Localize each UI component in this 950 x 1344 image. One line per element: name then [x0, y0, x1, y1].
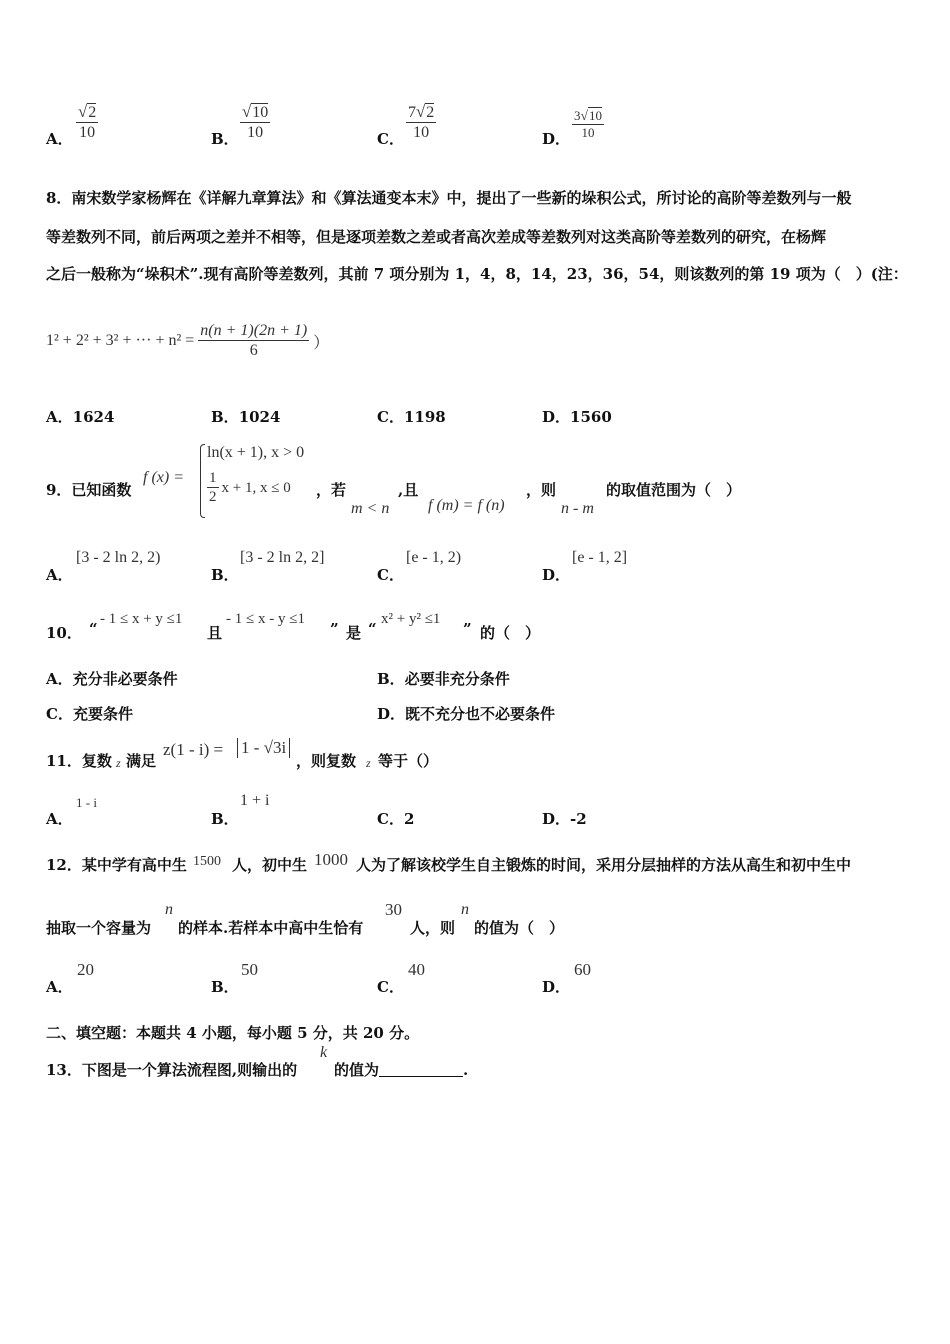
q9-opt-d-value: [e - 1, 2]: [572, 549, 628, 566]
q12-opt-b-value: 50: [241, 960, 258, 979]
q10-de: 的（ ）: [480, 624, 541, 642]
quote-close: ”: [330, 620, 339, 638]
section-heading: 二、填空题：本题共 4 小题，每小题 5 分，共 20 分。: [46, 1024, 420, 1042]
q8-opt-c: C．1198: [377, 408, 446, 426]
q7-opt-d-value: $\frac{3√10}{10}$: [574, 108, 602, 140]
q9-expr: n - m: [561, 500, 594, 517]
q12-opt-d-label: D．: [542, 978, 571, 996]
q7-opt-b: B．: [211, 130, 239, 148]
q8-opt-a: A．1624: [46, 408, 115, 426]
quote-close-2: ”: [463, 620, 472, 638]
q7-opt-c-value: $\frac{7√2}{10}$: [408, 102, 435, 142]
formula-left: 1² + 2² + 3² + ··· + n² =: [46, 332, 195, 350]
q7-opt-b-value: $\frac{√10}{10}$: [242, 102, 269, 142]
q10-opt-d: D．既不充分也不必要条件: [377, 705, 556, 723]
q8-formula: 1² + 2² + 3² + ··· + n² = $\frac{n(n + 1)(2n + 1)}{6}$ ）: [46, 322, 330, 360]
q11-suffix-1: ，则复数: [296, 752, 357, 770]
quote-open: “: [89, 620, 98, 638]
answer-blank[interactable]: [379, 1062, 463, 1077]
q12-p5: 的样本.若样本中高中生恰有: [178, 919, 364, 937]
q13-k: k: [320, 1044, 328, 1061]
q11-mid: 满足: [126, 752, 157, 770]
q9-opt-b-value: [3 - 2 ln 2, 2]: [240, 549, 325, 566]
q9-suffix: 的取值范围为（ ）: [606, 481, 742, 499]
q13-suffix: 的值为 .: [334, 1061, 469, 1079]
q9-qie: ,且: [398, 481, 419, 499]
q9-case-2: $\frac{1}{2}$ x + 1, x ≤ 0: [209, 470, 291, 506]
q9-opt-b-label: B．: [211, 566, 239, 584]
q12-opt-a-value: 20: [77, 960, 94, 979]
q11-opt-d: D．-2: [542, 810, 587, 828]
q12-p6: 人，则: [410, 919, 456, 937]
q10-opt-b: B．必要非充分条件: [377, 670, 510, 688]
q11-opt-c: C．2: [377, 810, 415, 828]
q12-p4: 抽取一个容量为: [46, 919, 152, 937]
q12-n-2: n: [461, 901, 469, 918]
q9-opt-a-value: [3 - 2 ln 2, 2): [76, 549, 161, 566]
q11-opt-b-value: 1 + i: [240, 792, 270, 809]
q11-z-2: z: [366, 756, 371, 770]
q9-ruo: ，若: [316, 481, 347, 499]
formula-fraction: $\frac{n(n + 1)(2n + 1)}{6}$: [200, 322, 308, 360]
option-label: A．: [46, 130, 73, 148]
q8-line-2: 等差数列不同，前后两项之差并不相等，但是逐项差数之差或者高次差成等差数列对这类高阶等差数列的研究，在杨辉: [46, 228, 827, 246]
q8-line-3: 之后一般称为“垛积术”.现有高阶等差数列，其前 7 项分别为 1，4，8，14，23，36，54，则该数列的第 19 项为（ ）(注：: [46, 265, 908, 283]
q13-prefix: 13．下图是一个算法流程图,则输出的: [46, 1061, 298, 1079]
q10-qie: 且: [207, 624, 223, 642]
q12-p1: 12．某中学有高中生: [46, 856, 187, 874]
q9-prefix: 9．已知函数: [46, 481, 132, 499]
q10-opt-c: C．充要条件: [46, 705, 133, 723]
q8-opt-d: D．1560: [542, 408, 612, 426]
q10-expr-3: x² + y² ≤1: [381, 611, 441, 627]
q12-opt-c-label: C．: [377, 978, 404, 996]
q7-opt-d: D．: [542, 130, 571, 148]
q10-num: 10．: [46, 624, 82, 642]
q10-opt-a: A．充分非必要条件: [46, 670, 178, 688]
q12-v1: 1500: [193, 854, 221, 869]
q11-lhs: z(1 - i) =: [163, 740, 224, 759]
q12-p2: 人，初中生: [232, 856, 308, 874]
q11-z: z: [116, 756, 121, 770]
q10-expr-1: - 1 ≤ x + y ≤1: [100, 611, 183, 627]
q11-suffix-2: 等于（）: [378, 752, 439, 770]
q9-cond-1: m < n: [351, 500, 390, 517]
q9-opt-c-value: [e - 1, 2): [406, 549, 462, 566]
q10-expr-2: - 1 ≤ x - y ≤1: [226, 611, 305, 627]
q12-opt-b-label: B．: [211, 978, 239, 996]
q11-opt-a-label: A．: [46, 810, 73, 828]
q9-opt-d-label: D．: [542, 566, 571, 584]
q8-opt-b: B．1024: [211, 408, 281, 426]
q9-opt-c-label: C．: [377, 566, 404, 584]
q9-opt-a-label: A．: [46, 566, 73, 584]
q12-v2: 1000: [314, 850, 348, 869]
q11-prefix: 11．复数: [46, 752, 112, 770]
q10-shi: 是: [346, 624, 362, 642]
q11-rhs: 1 - √3i: [237, 738, 290, 758]
quote-open-2: “: [368, 620, 377, 638]
q9-fx: f (x) =: [143, 469, 184, 486]
q12-p7: 的值为（ ）: [474, 919, 565, 937]
q7-opt-c: C．: [377, 130, 404, 148]
q7-opt-a: [46, 128, 73, 149]
q11-opt-b-label: B．: [211, 810, 239, 828]
piecewise-brace: [200, 444, 205, 518]
q12-n: n: [165, 901, 173, 918]
q12-p3: 人为了解该校学生自主锻炼的时间，采用分层抽样的方法从高生和初中生中: [356, 856, 852, 874]
q12-opt-c-value: 40: [408, 960, 425, 979]
q9-cond-2: f (m) = f (n): [428, 497, 505, 514]
q12-opt-a-label: A．: [46, 978, 73, 996]
q12-opt-d-value: 60: [574, 960, 591, 979]
q12-v3: 30: [385, 900, 402, 919]
q9-case-1: ln(x + 1), x > 0: [207, 444, 305, 461]
q7-opt-a-value: $\frac{√2}{10}$: [78, 102, 97, 142]
q9-ze: ，则: [526, 481, 557, 499]
q11-opt-a-value: 1 - i: [76, 795, 97, 810]
q8-line-1: 8．南宋数学家杨辉在《详解九章算法》和《算法通变本末》中，提出了一些新的垛积公式，所讨论的高阶等差数列与一般: [46, 189, 852, 207]
